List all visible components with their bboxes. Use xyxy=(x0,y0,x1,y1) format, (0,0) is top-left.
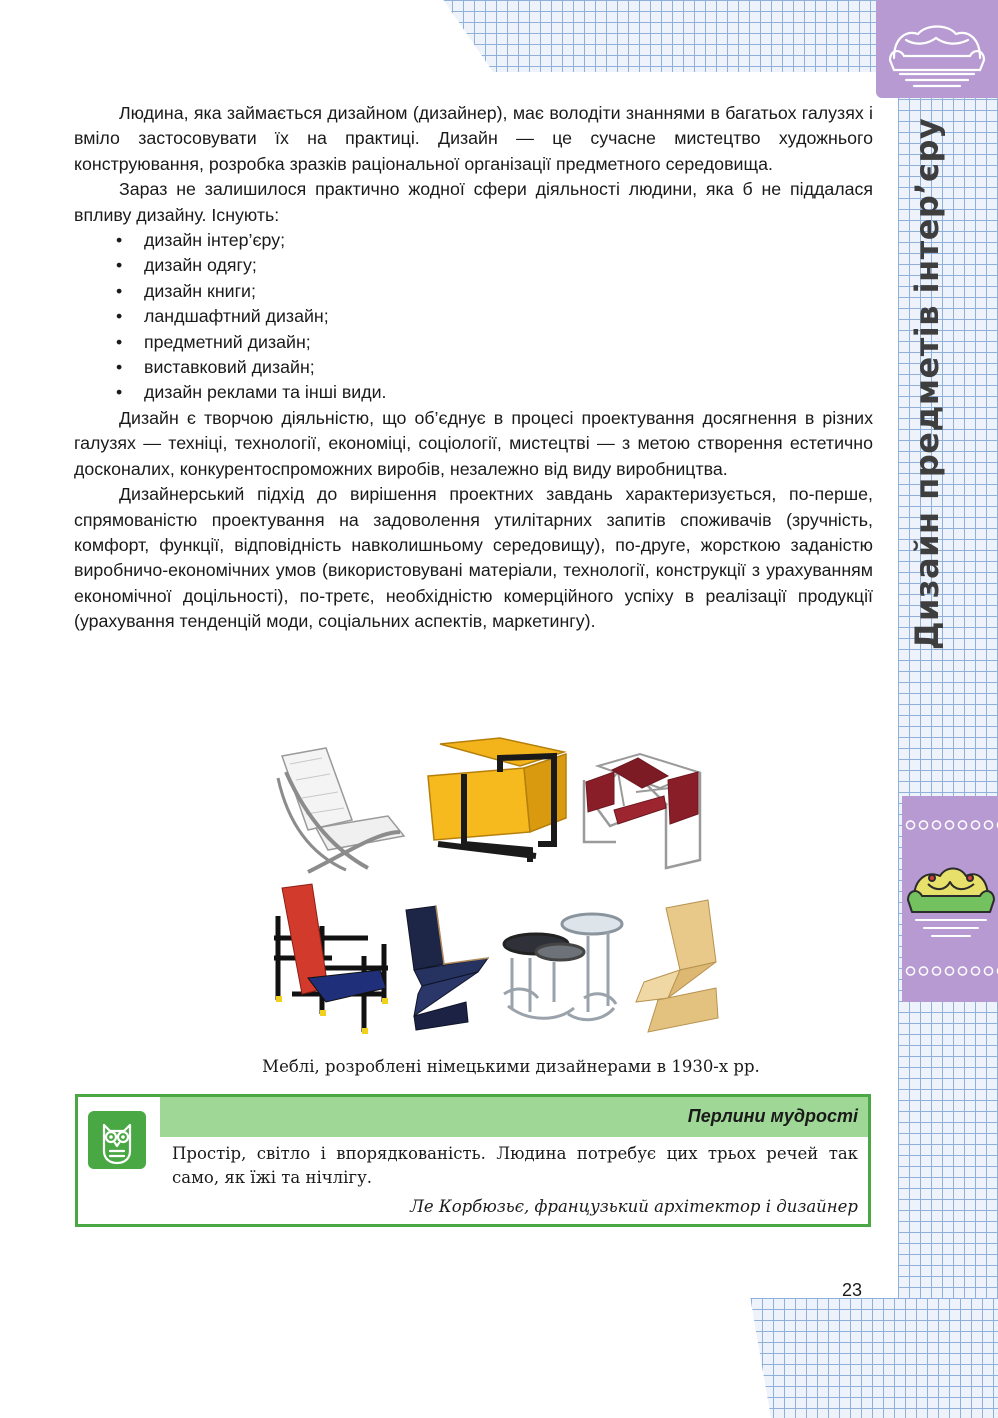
wisdom-box-title: Перлини мудрості xyxy=(687,1106,858,1126)
furniture-figure xyxy=(268,732,728,1047)
list-item: • предметний дизайн; xyxy=(74,330,873,355)
page-number: 23 xyxy=(842,1280,863,1300)
grid-decoration-bottom xyxy=(740,1298,998,1418)
wisdom-author: Ле Корбюзьє, французький архітектор і дизайнер xyxy=(410,1197,858,1216)
glass-tables-image xyxy=(504,914,622,1020)
list-item: • виставковий дизайн; xyxy=(74,355,873,380)
list-item: • дизайн реклами та інші види. xyxy=(74,380,873,405)
zigzag-chair-dark-image xyxy=(406,906,488,1030)
section-tab-top xyxy=(876,0,998,98)
red-blue-chair-image xyxy=(274,884,388,1034)
list-item: • ландшафтний дизайн; xyxy=(74,304,873,329)
wisdom-quote: Простір, світло і впорядкованість. Людина потребує цих трьох речей так само, як їжі та нічлігу. xyxy=(172,1144,858,1187)
paragraph-design-spheres: Зараз не залишилося практично жодної сфери діяльності людини, яка б не піддалася впливу дизайну. Існують: xyxy=(74,179,873,225)
paragraph-designer: Людина, яка займається дизайном (дизайнер), має володіти знаннями в багатьох галузях і вміло застосовувати їх на практиці. Дизайн — це сучасне мистецтво художнього конструювання, розробка зразків раціональної організації предметного середовища. xyxy=(74,103,873,174)
section-tab-middle xyxy=(902,796,998,1002)
sofa-icon xyxy=(876,0,998,98)
zigzag-chair-wood-image xyxy=(636,900,718,1032)
barcelona-chair-image xyxy=(278,748,404,872)
list-item: • дизайн книги; xyxy=(74,279,873,304)
wisdom-box xyxy=(75,1094,871,1227)
grid-decoration-top xyxy=(430,0,880,72)
list-item: • дизайн одягу; xyxy=(74,253,873,278)
sofa-icon xyxy=(902,840,998,960)
list-item: • дизайн інтер’єру; xyxy=(74,228,873,253)
wassily-chair-image xyxy=(584,754,700,868)
paragraph-design-approach: Дизайнерський підхід до вирішення проектних завдань характеризується, по-перше, спрямованістю проектування на задоволення утилітарних запитів споживачів (зручність, комфорт, функції, відповідність навколишньому середовищу), по-друге, жорсткою заданістю виробничо-економічних умов (використовувані матеріали, технології, конструкції з урахуванням економічної доцільності), по-третє, необхідністю комерційного успіху в реалізації продукції (урахування тенденцій моди, соціальних аспектів, маркетингу). xyxy=(74,484,873,632)
yellow-armchair-image xyxy=(428,738,566,862)
dot-border-bottom xyxy=(904,964,998,978)
paragraph-design-activity: Дизайн є творчою діяльністю, що об’єднує в процесі проектування досягнення в різних галузях — техніці, технології, економіці, соціології, мистецтві — з метою створення естетично досконалих, конкурентоспроможних виробів, незалежно від виду виробництва. xyxy=(74,407,873,479)
furniture-illustration xyxy=(268,732,728,1047)
dot-border-top xyxy=(904,818,998,832)
section-vertical-title: Дизайн предметів інтер’єру xyxy=(908,117,946,650)
owl-icon xyxy=(88,1111,146,1169)
main-text xyxy=(74,101,873,635)
figure-caption: Меблі, розроблені німецькими дизайнерами в 1930-х рр. xyxy=(262,1057,760,1076)
wisdom-box-header xyxy=(160,1097,868,1137)
design-types-list xyxy=(74,228,873,406)
